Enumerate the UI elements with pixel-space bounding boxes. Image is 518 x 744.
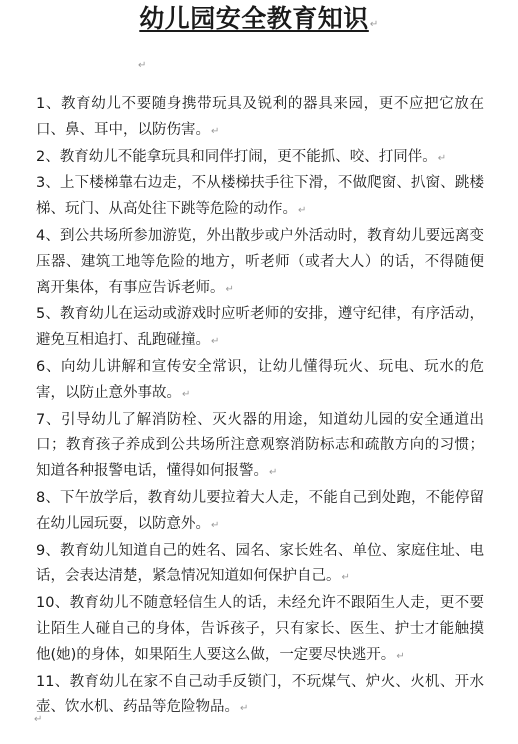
paragraph-mark-icon: ↵ <box>396 650 405 662</box>
list-item <box>36 171 484 224</box>
paragraph-mark-icon: ↵ <box>182 388 191 400</box>
list-item-text: 4、到公共场所参加游览，外出散步或户外活动时，教育幼儿要远离变压器、建筑工地等危险的地方，听老师（或者大人）的话，不得随便离开集体，有事应告诉老师。 <box>36 227 484 296</box>
paragraph-mark-icon: ↵ <box>240 703 249 715</box>
paragraph-mark-icon: ↵ <box>138 60 147 71</box>
paragraph-mark-icon: ↵ <box>225 283 234 295</box>
list-item <box>36 670 484 723</box>
list-item <box>36 355 484 408</box>
list-item-text: 8、下午放学后，教育幼儿要拉着大人走，不能自己到处跑，不能停留在幼儿园玩耍，以防意外。 <box>36 489 484 532</box>
list-item <box>36 224 484 302</box>
list-item-text: 10、教育幼儿不随意轻信生人的话，未经允许不跟陌生人走，更不要让陌生人碰自己的身体，告诉孩子，只有家长、医生、护士才能触摸他(她)的身体，如果陌生人要这么做，一定要尽快逃开。 <box>36 595 484 663</box>
list-item <box>36 92 484 145</box>
list-item <box>36 486 484 539</box>
document-title <box>0 4 518 40</box>
list-item <box>36 302 484 355</box>
paragraph-mark-icon: ↵ <box>211 125 220 137</box>
document-title-text: 幼儿园安全教育知识 <box>139 4 369 33</box>
list-item-text: 11、教育幼儿在家不自己动手反锁门，不玩煤气、炉火、火机、开水壶、饮水机、药品等危险物品。 <box>36 673 484 716</box>
list-item <box>36 145 484 172</box>
paragraph-mark-icon: ↵ <box>437 152 447 164</box>
paragraph-mark-icon: ↵ <box>34 714 43 725</box>
paragraph-mark-icon: ↵ <box>211 519 220 531</box>
list-item-text: 9、教育幼儿知道自己的姓名、园名、家长姓名、单位、家庭住址、电话，会表达清楚，紧急情况知道如何保护自己。 <box>36 542 484 585</box>
list-item <box>36 408 484 486</box>
paragraph-mark-icon: ↵ <box>341 572 350 584</box>
paragraph-mark-icon: ↵ <box>298 205 307 217</box>
list-item-text: 2、教育幼儿不能拿玩具和同伴打闹，更不能抓、咬、打同伴。 <box>36 148 437 165</box>
list-item <box>36 591 484 669</box>
paragraph-mark-icon: ↵ <box>369 19 379 30</box>
list-item-text: 3、上下楼梯靠右边走，不从楼梯扶手往下滑，不做爬窗、扒窗、跳楼梯、玩门、从高处往下跳等危险的动作。 <box>36 175 484 218</box>
safety-tips-list <box>36 92 484 722</box>
paragraph-mark-icon: ↵ <box>211 336 220 348</box>
list-item-text: 6、向幼儿讲解和宣传安全常识，让幼儿懂得玩火、玩电、玩水的危害，以防止意外事故。 <box>36 358 484 401</box>
list-item-text: 1、教育幼儿不要随身携带玩具及锐利的器具来园，更不应把它放在口、鼻、耳中，以防伤害。 <box>36 96 484 138</box>
list-item-text: 5、教育幼儿在运动或游戏时应听老师的安排，遵守纪律，有序活动，避免互相追打、乱跑碰撞。 <box>36 306 484 349</box>
list-item-text: 7、引导幼儿了解消防栓、灭火器的用途，知道幼儿园的安全通道出口；教育孩子养成到公共场所注意观察消防标志和疏散方向的习惯；知道各种报警电话，懂得如何报警。 <box>36 411 484 480</box>
paragraph-mark-icon: ↵ <box>269 467 278 479</box>
list-item <box>36 539 484 592</box>
